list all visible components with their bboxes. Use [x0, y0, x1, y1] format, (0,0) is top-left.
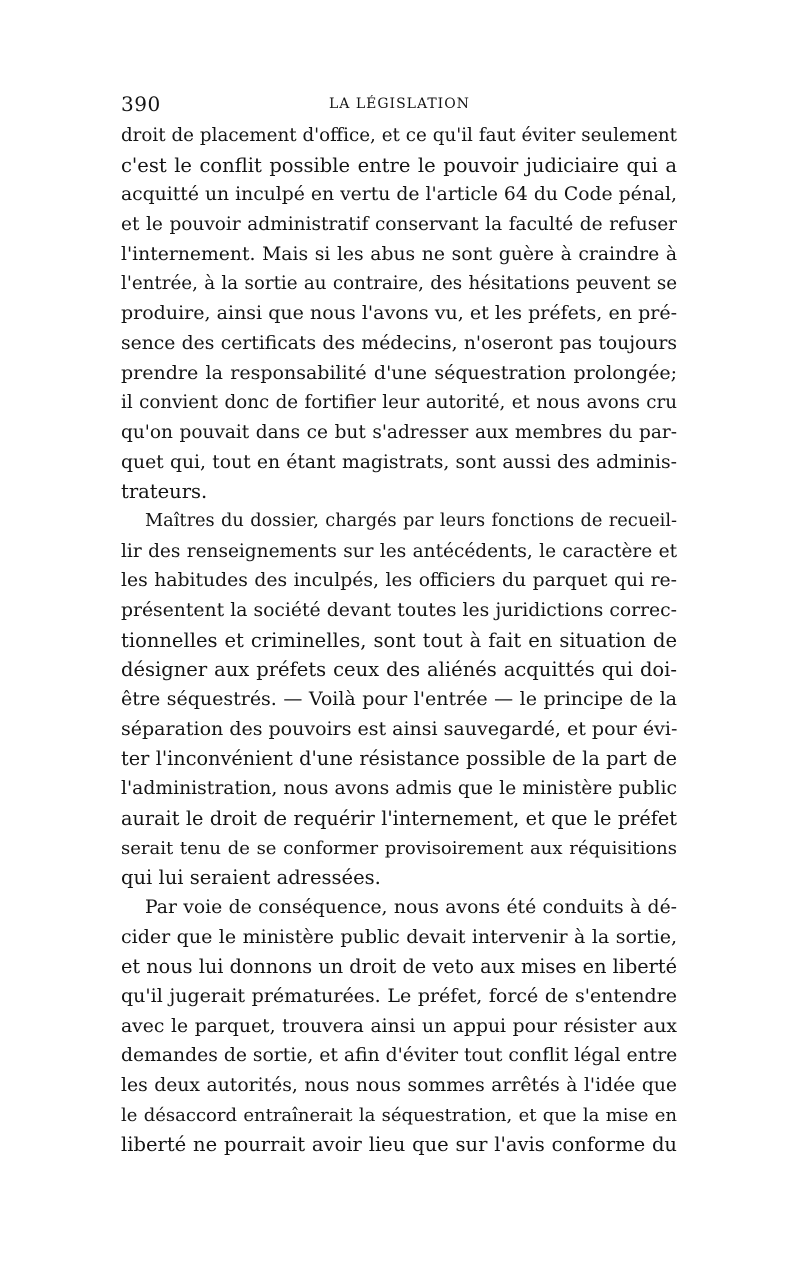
text-line: désigner aux préfets ceux des aliénés acquittés qui doi-	[121, 658, 677, 682]
text-line: liberté ne pourrait avoir lieu que sur l'avis conforme du	[121, 1133, 677, 1157]
text-line: trateurs.	[121, 480, 208, 504]
text-line: sence des certificats des médecins, n'oseront pas toujours	[121, 332, 677, 354]
text-line: avec le parquet, trouvera ainsi un appui pour résister aux	[121, 1015, 677, 1037]
text-line: lir des renseignements sur les antécédents, le caractère et	[121, 540, 677, 562]
text-line: l'administration, nous avons admis que le ministère public	[121, 778, 677, 800]
text-line: produire, ainsi que nous l'avons vu, et les préfets, en pré-	[121, 302, 677, 325]
text-line: qui lui seraient adressées.	[121, 866, 381, 890]
text-line: les deux autorités, nous nous sommes arrêtés à l'idée que	[121, 1075, 677, 1096]
text-line: demandes de sortie, et afin d'éviter tout conflit légal entre	[121, 1045, 678, 1067]
text-line: tionnelles et criminelles, sont tout à fait en situation de	[121, 628, 677, 652]
text-line: cider que le ministère public devait intervenir à la sortie,	[121, 925, 677, 948]
page-number: 390	[121, 92, 161, 116]
text-line: ter l'inconvénient d'une résistance possible de la part de	[121, 747, 677, 771]
text-line: c'est le conflit possible entre le pouvoir judiciaire qui a	[121, 153, 677, 177]
text-line: l'entrée, à la sortie au contraire, des hésitations peuvent se	[121, 273, 677, 295]
text-line: et nous lui donnons un droit de veto aux mises en liberté	[121, 955, 677, 979]
text-line: qu'on pouvait dans ce but s'adresser aux membres du par-	[121, 421, 677, 443]
text-line: séparation des pouvoirs est ainsi sauvegardé, et pour évi-	[121, 717, 678, 740]
text-line: Par voie de conséquence, nous avons été conduits à dé-	[145, 896, 677, 918]
page-header	[121, 92, 673, 122]
running-title: LA LÉGISLATION	[329, 96, 470, 112]
text-line: être séquestrés. — Voilà pour l'entrée — le principe de la	[121, 688, 677, 711]
text-line: présentent la société devant toutes les juridictions correc-	[121, 600, 677, 621]
body-text	[121, 121, 677, 1160]
text-line: qu'il jugerait prématurées. Le préfet, forcé de s'entendre	[121, 984, 677, 1007]
text-line: l'internement. Mais si les abus ne sont guère à craindre à	[121, 243, 677, 265]
text-line: aurait le droit de requérir l'internement, et que le préfet	[121, 806, 677, 830]
text-line: et le pouvoir administratif conservant la faculté de refuser	[121, 214, 677, 236]
text-line: serait tenu de se conformer provisoirement aux réquisitions	[121, 837, 677, 859]
text-line: droit de placement d'office, et ce qu'il faut éviter seulement	[121, 125, 677, 146]
text-line: le désaccord entraînerait la séquestration, et que la mise en	[121, 1104, 677, 1126]
text-line: acquitté un inculpé en vertu de l'article 64 du Code pénal,	[121, 184, 677, 206]
text-line: quet qui, tout en étant magistrats, sont aussi des adminis-	[121, 451, 677, 473]
text-line: prendre la responsabilité d'une séquestration prolongée;	[121, 361, 677, 384]
text-line: Maîtres du dossier, chargés par leurs fonctions de recueil-	[145, 510, 677, 531]
text-line: les habitudes des inculpés, les officiers du parquet qui re-	[121, 570, 677, 592]
text-line: il convient donc de fortifier leur autorité, et nous avons cru	[121, 392, 677, 414]
